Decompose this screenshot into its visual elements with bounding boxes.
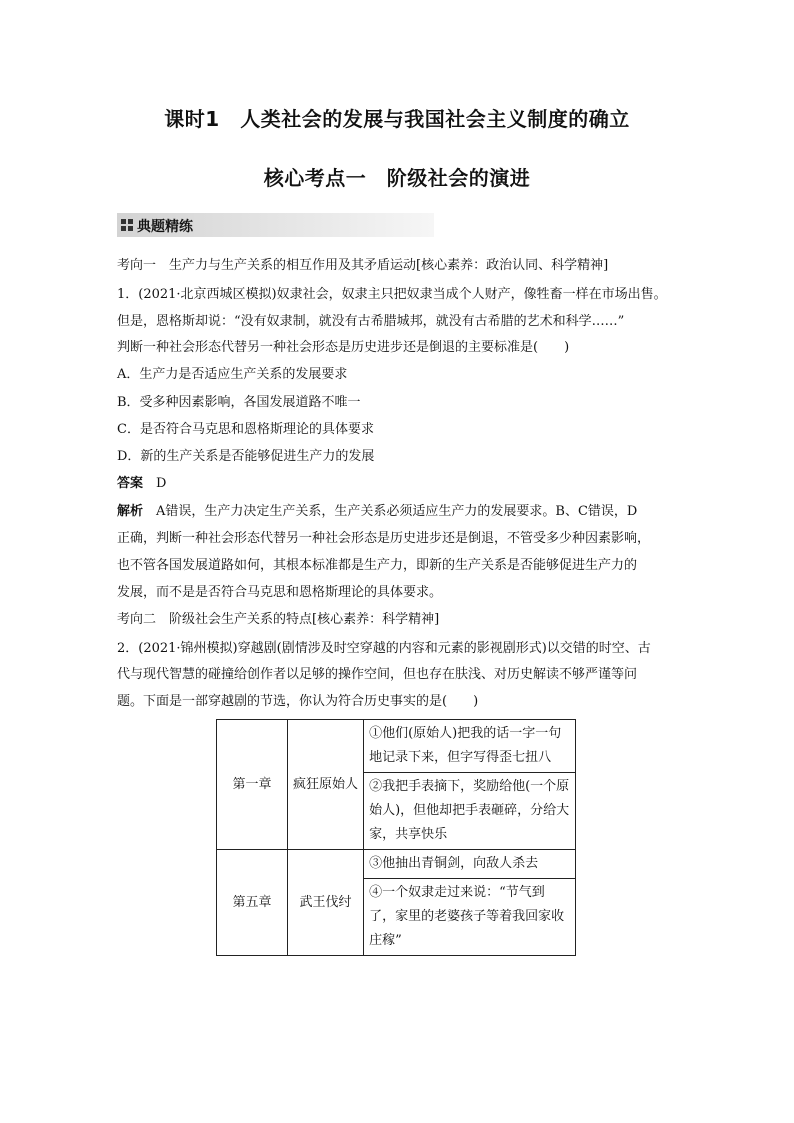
answer-label: 答案 <box>117 476 144 491</box>
lesson-title: 课时1 人类社会的发展与我国社会主义制度的确立 <box>164 107 630 131</box>
item-cell: ③他抽出青铜剑，向敌人杀去 <box>364 850 576 879</box>
q2-topic: 考向二 阶级社会生产关系的特点[核心素养：科学精神] <box>117 612 440 627</box>
q1-option-b: B．受多种因素影响，各国发展道路不唯一 <box>117 395 361 410</box>
item-cell: ②我把手表摘下，奖励给他(一个原始人)，但他却把手表砸碎，分给大家，共享快乐 <box>364 773 576 850</box>
answer-value: D <box>156 476 167 491</box>
q1-option-a: A．生产力是否适应生产关系的发展要求 <box>117 367 348 382</box>
item-cell: ④一个奴隶走过来说：“节气到了，家里的老婆孩子等着我回家收庄稼” <box>364 879 576 956</box>
q1-stem-line: 1．(2021·北京西城区模拟)奴隶社会，奴隶主只把奴隶当成个人财产，像牲畜一样在市场出售。 <box>117 287 667 302</box>
q1-analysis-line <box>117 503 687 521</box>
q1-topic: 考向一 生产力与生产关系的相互作用及其矛盾运动[核心素养：政治认同、科学精神] <box>117 258 609 273</box>
section-label: 典题精练 <box>137 219 193 235</box>
chapter-name-cell: 武王伐纣 <box>287 850 363 956</box>
q1-answer <box>117 475 687 493</box>
analysis-text: A错误，生产力决定生产关系，生产关系必须适应生产力的发展要求。B、C错误，D <box>156 504 638 519</box>
chapter-cell: 第一章 <box>217 720 288 850</box>
chapter-cell: 第五章 <box>217 850 288 956</box>
grid-icon <box>121 219 133 231</box>
analysis-label: 解析 <box>117 504 144 519</box>
q1-analysis-line: 也不管各国发展道路如何，其根本标准都是生产力，即新的生产关系是否能够促进生产力的 <box>117 558 638 573</box>
q2-stem-line: 2．(2021·锦州模拟)穿越剧(剧情涉及时空穿越的内容和元素的影视剧形式)以交错的时空、古 <box>117 641 651 656</box>
q1-analysis-line: 正确，判断一种社会形态代替另一种社会形态是历史进步还是倒退，不管受多少种因素影响， <box>117 531 651 546</box>
q1-stem-line: 判断一种社会形态代替另一种社会形态是历史进步还是倒退的主要标准是( ) <box>117 340 570 355</box>
section-header <box>117 213 434 237</box>
topic-title: 核心考点一 阶级社会的演进 <box>263 166 531 190</box>
table-row <box>217 850 576 879</box>
q2-stem-line: 代与现代智慧的碰撞给创作者以足够的操作空间，但也存在肤浅、对历史解读不够严谨等问 <box>117 667 638 682</box>
q1-option-d: D．新的生产关系是否能够促进生产力的发展 <box>117 449 375 464</box>
item-cell: ①他们(原始人)把我的话一字一句地记录下来，但字写得歪七扭八 <box>364 720 576 773</box>
q1-option-c: C．是否符合马克思和恩格斯理论的具体要求 <box>117 422 374 437</box>
chapter-name-cell: 疯狂原始人 <box>287 720 363 850</box>
q2-stem-line: 题。下面是一部穿越剧的节选，你认为符合历史事实的是( ) <box>117 694 479 709</box>
q1-analysis-line: 发展，而不是是否符合马克思和恩格斯理论的具体要求。 <box>117 585 443 600</box>
table-row <box>217 720 576 773</box>
q1-stem-line: 但是，恩格斯却说：“没有奴隶制，就没有古希腊城邦，就没有古希腊的艺术和科学……” <box>117 314 625 329</box>
story-table <box>216 719 576 956</box>
